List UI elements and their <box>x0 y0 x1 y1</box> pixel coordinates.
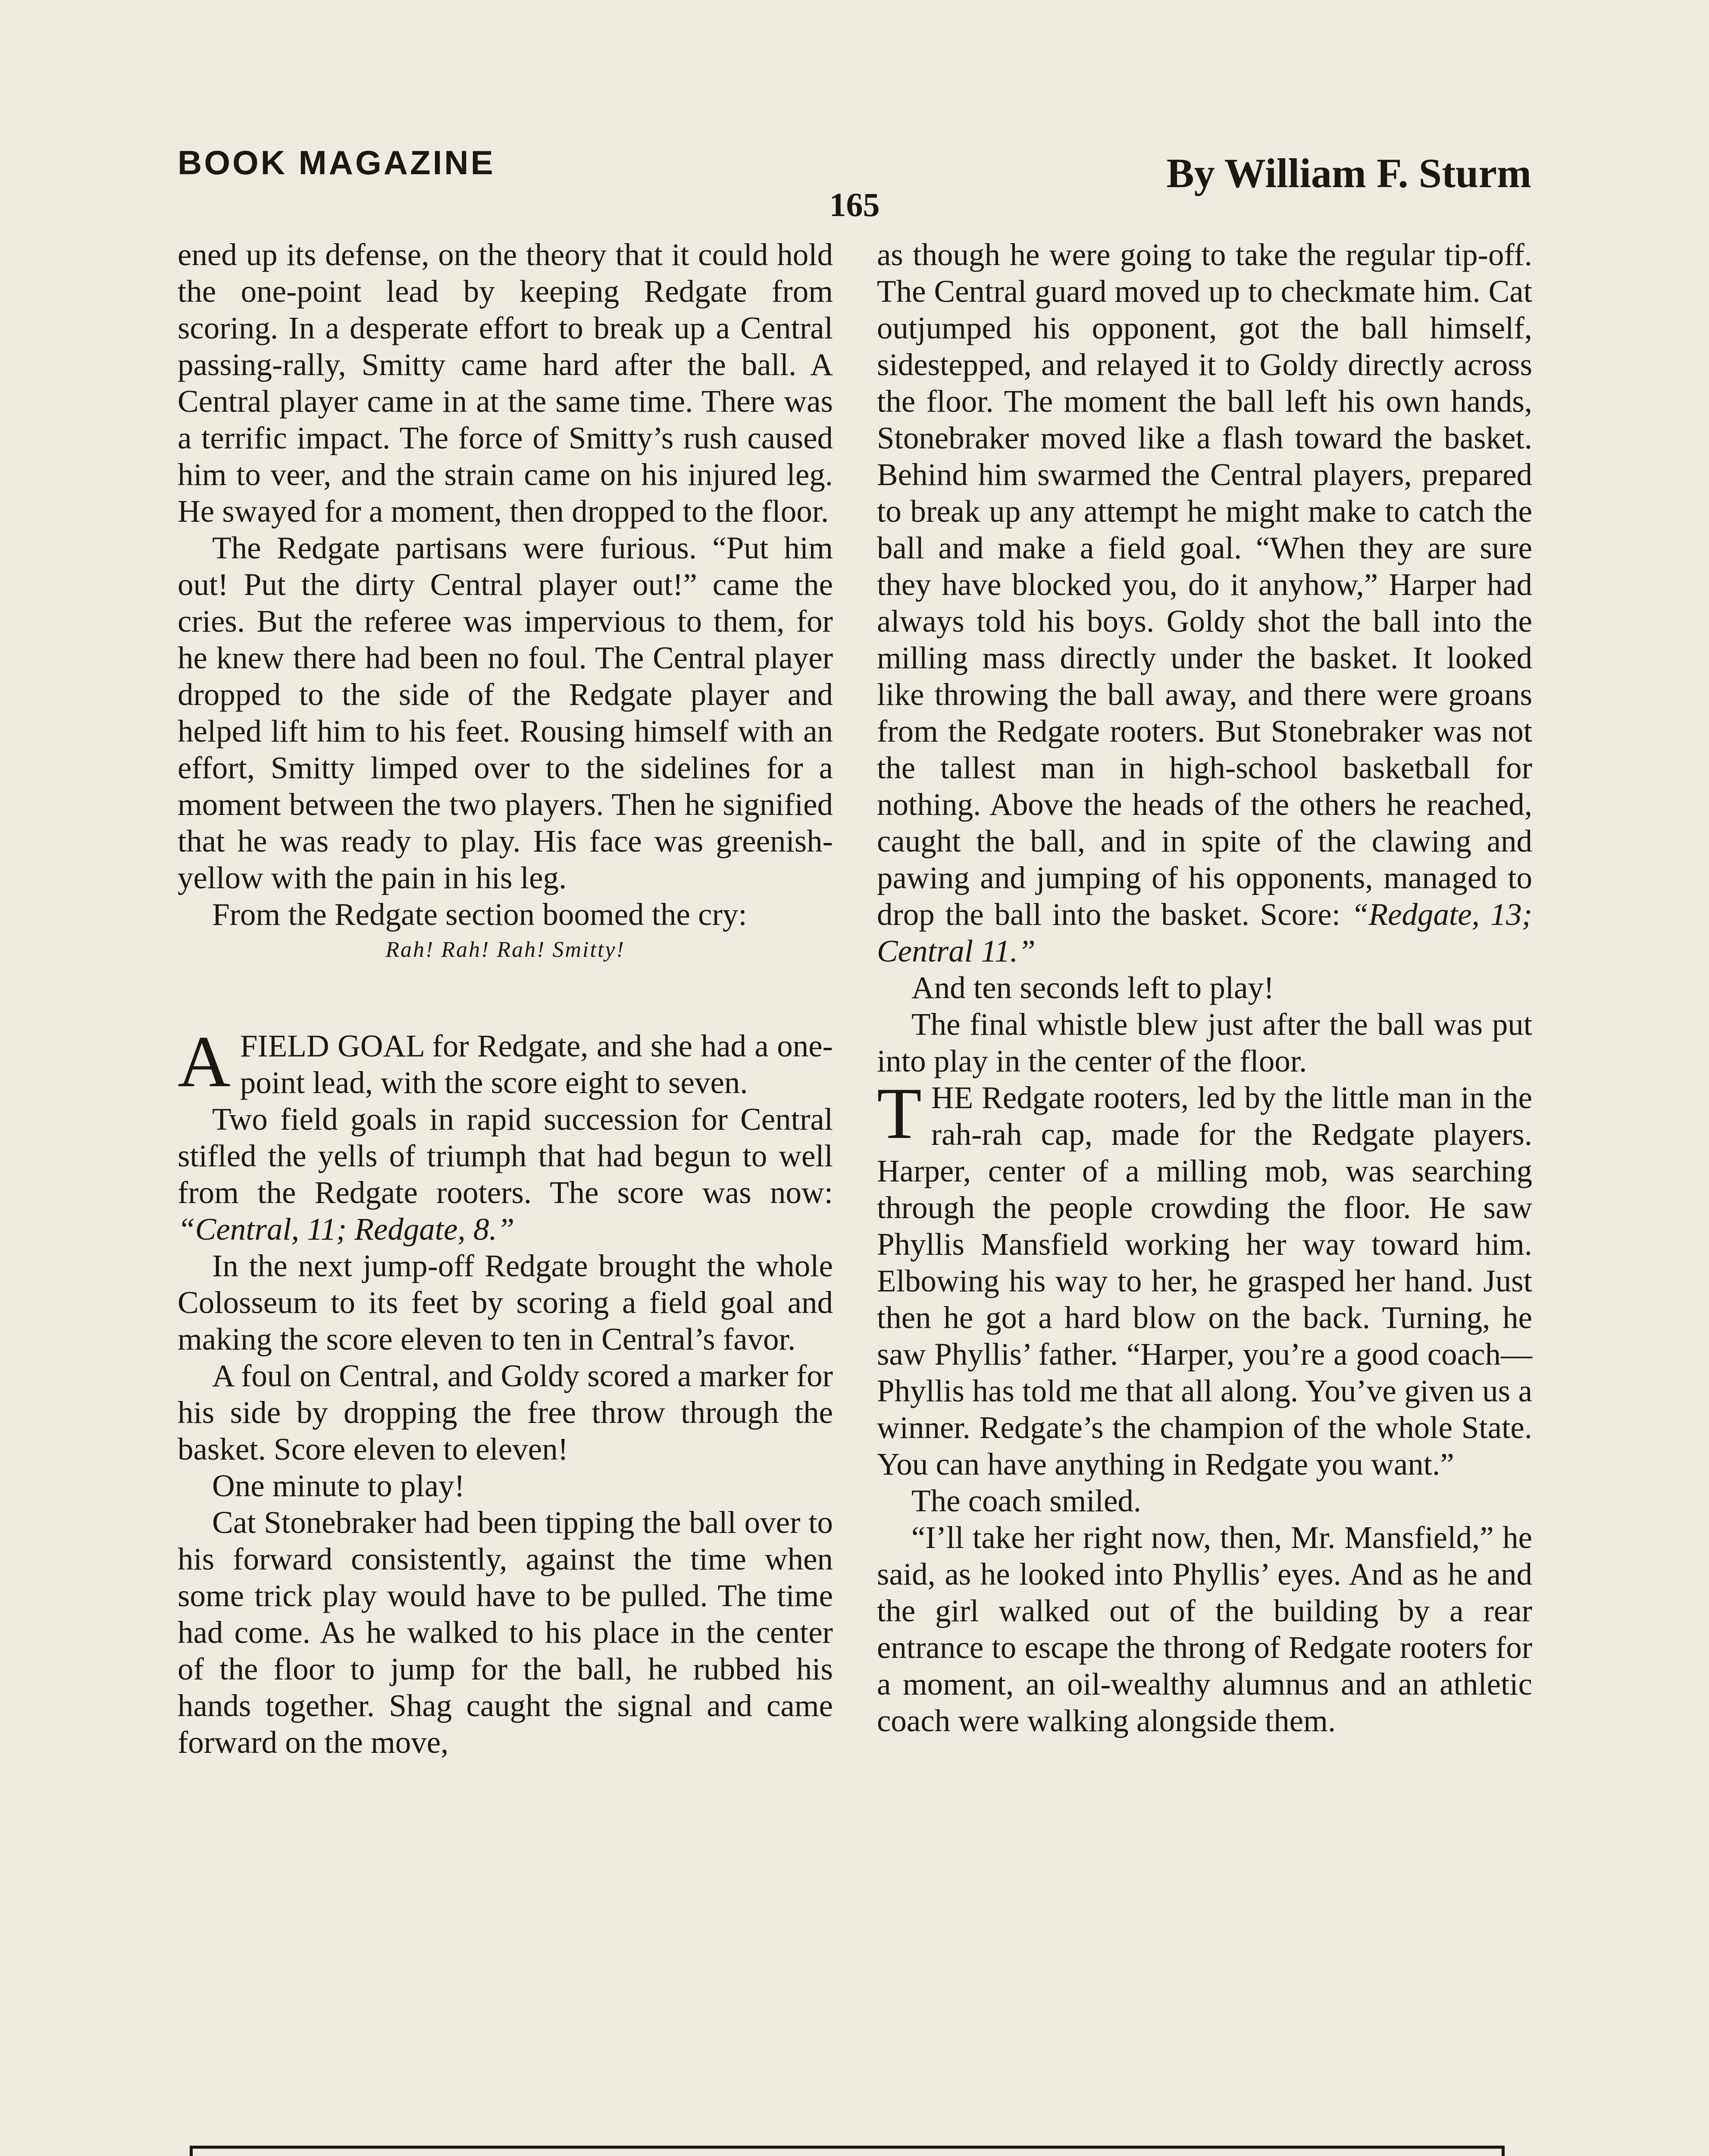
paragraph: The coach smiled. <box>911 1483 1142 1518</box>
paragraph: The Redgate partisans were furious. “Put him out! Put the dirty Central player out!” came the cries. But the referee was impervious to them, for he knew there had been no foul. The Central player dropped to the side of the Redgate player and helped lift him to his feet. Rousing himself with an effort, Smitty limped over to the sidelines for a moment between the two players. Then he signified that he was ready to play. His face was greenish-yellow with the pain in his leg. <box>178 530 833 895</box>
page-number: 165 <box>829 186 880 223</box>
paragraph: ened up its defense, on the theory that it could hold the one-point lead by keeping Redgate from scoring. In a desperate effort to break up a Central passing-rally, Smitty came hard after the ball. A Central player came in at the same time. There was a terrific impact. The force of Smitty’s rush caused him to veer, and the strain came on his injured leg. He swayed for a moment, then dropped to the floor. <box>178 237 833 529</box>
magazine-title: BOOK MAGAZINE <box>178 144 495 182</box>
paragraph: One minute to play! <box>212 1468 465 1503</box>
paragraph-text: as though he were going to take the regular tip-off. The Central guard moved up to checkmate him. Cat outjumped his opponent, got the ball himself, sidestepped, and relayed it to Goldy directly across the floor. The moment the ball left his own hands, Stonebraker moved like a flash toward the basket. Behind him swarmed the Central players, prepared to break up any attempt he might make to catch the ball and make a field goal. “When they are sure they have blocked you, do it anyhow,” Harper had always told his boys. Goldy shot the ball into the milling mass directly under the basket. It looked like throwing the ball away, and there were groans from the Redgate rooters. But Stonebraker was not the tallest man in high-school basketball for nothing. Above the heads of the others he reached, caught the ball, and in spite of the clawing and pawing and jumping of his opponents, managed to drop the ball into the basket. Score: <box>877 237 1532 932</box>
cheer-line: Rah! Rah! Rah! Smitty! <box>385 937 625 962</box>
paragraph <box>877 236 1532 969</box>
paragraph-text: FIELD GOAL for Redgate, and she had a one-point lead, with the score eight to seven. <box>240 1028 833 1100</box>
paragraph: From the Redgate section boomed the cry: <box>212 897 747 932</box>
drop-cap: T <box>877 1073 922 1154</box>
paragraph: A foul on Central, and Goldy scored a marker for his side by dropping the free throw through the basket. Score eleven to eleven! <box>178 1358 833 1467</box>
paragraph: “I’ll take her right now, then, Mr. Mansfield,” he said, as he looked into Phyllis’ eyes. And as he and the girl walked out of the building by a rear entrance to escape the throng of Redgate rooters for a moment, an oil-wealthy alumnus and an athletic coach were walking alongside them. <box>877 1520 1532 1738</box>
drop-cap: A <box>178 1021 231 1102</box>
right-column <box>877 236 1532 1739</box>
paragraph: And ten seconds left to play! <box>911 970 1274 1005</box>
paragraph-text: HE Redgate rooters, led by the little man in the rah-rah cap, made for the Redgate players. Harper, center of a milling mob, was searching through the people crowding the floor. He saw Phyllis Mansfield working her way toward him. Elbowing his way to her, he grasped her hand. Just then he got a hard blow on the back. Turning, he saw Phyllis’ father. “Harper, you’re a good coach—Phyllis has told me that all along. You’ve given us a winner. Redgate’s the champion of the whole State. You can have anything in Redgate you want.” <box>877 1080 1532 1482</box>
left-column <box>178 236 833 1761</box>
score-text: “Redgate, 13; Central 11.” <box>877 897 1533 968</box>
paragraph: The final whistle blew just after the ball was put into play in the center of the floor. <box>877 1007 1532 1078</box>
announcement-box <box>190 2146 1505 2156</box>
paragraph-text: Two field goals in rapid succession for Central stifled the yells of triumph that had begun to well from the Redgate rooters. The score was now: <box>178 1102 833 1210</box>
paragraph-dropcap <box>877 1073 1532 1482</box>
paragraph: Cat Stonebraker had been tipping the ball over to his forward consistently, against the time when some trick play would have to be pulled. The time had come. As he walked to his place in the center of the floor to jump for the ball, he rubbed his hands together. Shag caught the signal and came forward on the move, <box>178 1505 833 1760</box>
paragraph: In the next jump-off Redgate brought the whole Colosseum to its feet by scoring a field goal and making the score eleven to ten in Central’s favor. <box>178 1248 833 1357</box>
paragraph-dropcap <box>178 1021 833 1102</box>
byline: By William F. Sturm <box>1166 150 1531 196</box>
score-text: “Central, 11; Redgate, 8.” <box>178 1212 515 1247</box>
paragraph <box>178 1101 833 1247</box>
